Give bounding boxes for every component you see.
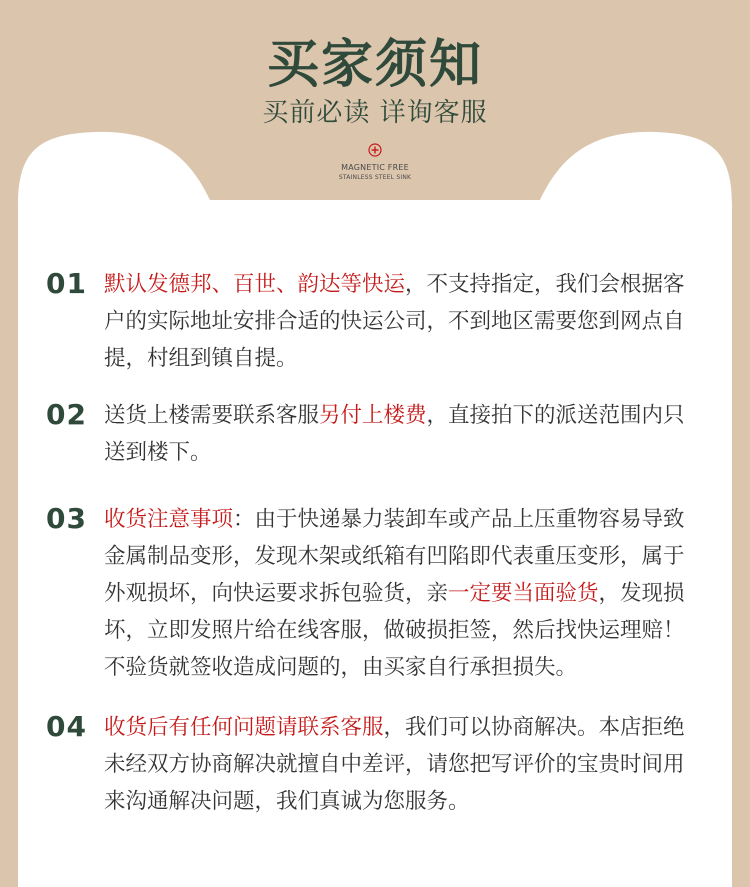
page-subtitle: 买前必读 详询客服 [262, 98, 488, 128]
brand-tagline-secondary: STAINLESS STEEL SINK [338, 174, 412, 181]
item-body-pre: 送货上楼需要联系客服 [104, 403, 320, 428]
brand-tagline-primary: MAGNETIC FREE [341, 163, 409, 172]
item-body: ，我们可以协商解决。本店拒绝未经双方协商解决就擅自中差评，请您把写评价的宝贵时间用来沟通解决问题，我们真诚为您服务。 [104, 715, 685, 814]
item-number: 02 [46, 398, 87, 431]
item-number: 04 [46, 710, 87, 743]
item-text [104, 709, 702, 820]
item-body-pre: ：由于快递暴力装卸车或产品上压重物容易导致金属制品变形，发现木架或纸箱有凹陷即代表重压变形，属于外观损坏，向快运要求拆包验货，亲 [104, 507, 685, 606]
item-text [104, 501, 702, 686]
item-highlight-heading: 收货注意事项 [104, 507, 234, 532]
item-highlight: 默认发德邦、百世、韵达等快运 [104, 272, 406, 297]
item-text [104, 266, 702, 377]
item-highlight: 收货后有任何问题请联系客服 [104, 715, 384, 740]
item-highlight-emphasis: 一定要当面验货 [448, 581, 599, 606]
item-body: ，不支持指定，我们会根据客户的实际地址安排合适的快运公司，不到地区需要您到网点自提，村组到镇自提。 [104, 272, 685, 371]
item-highlight: 另付上楼费 [319, 403, 427, 428]
item-number: 03 [46, 502, 87, 535]
item-text [104, 397, 702, 471]
plus-badge-icon [368, 143, 382, 157]
item-body-post: ，直接拍下的派送范围内只送到楼下。 [104, 403, 685, 465]
item-body-post: ，发现损坏，立即发照片给在线客服，做破损拒签，然后找快运理赔！不验货就签收造成问题的，由买家自行承担损失。 [104, 581, 685, 680]
item-number: 01 [46, 267, 87, 300]
page-title: 买家须知 [266, 35, 483, 95]
